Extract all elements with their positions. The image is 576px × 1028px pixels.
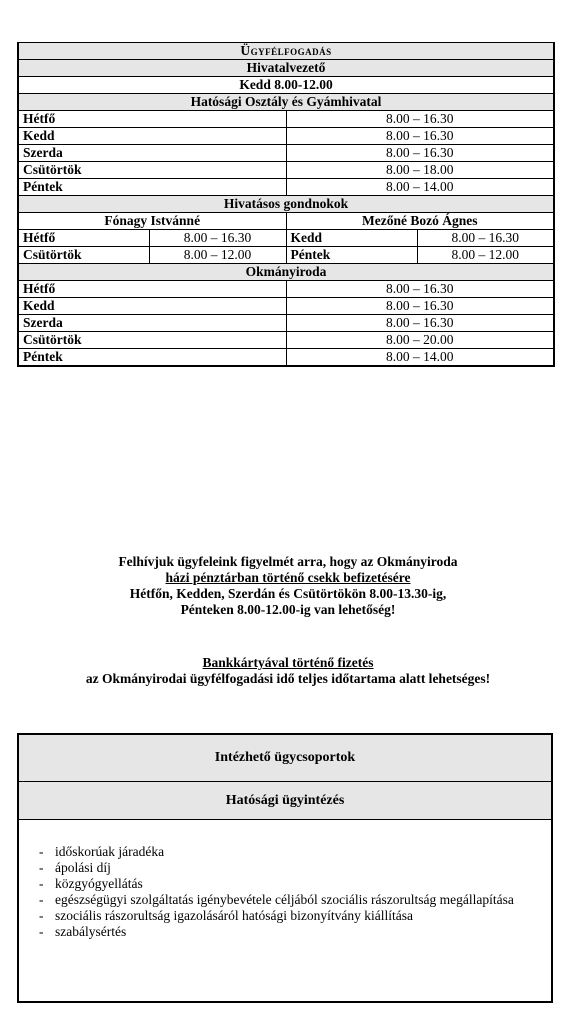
guardians-header <box>18 196 554 213</box>
case-groups-list <box>19 820 551 940</box>
table-row <box>18 247 554 264</box>
day-cell: Péntek <box>18 179 286 196</box>
list-item <box>39 924 537 940</box>
day-cell: Péntek <box>286 247 417 264</box>
notice-line-1: Felhívjuk ügyfeleink figyelmét arra, hogy az Okmányiroda <box>118 554 458 569</box>
day-cell: Csütörtök <box>18 162 286 179</box>
guardian-name-left: Fónagy Istvánné <box>18 213 286 230</box>
list-item-text: szociális rászorultság igazolásáról hatósági bizonyítvány kiállítása <box>55 908 414 923</box>
time-cell: 8.00 – 16.30 <box>286 315 554 332</box>
time-cell: 8.00 – 18.00 <box>286 162 554 179</box>
case-groups-title: Intézhető ügycsoportok <box>19 735 551 782</box>
time-cell: 8.00 – 16.30 <box>149 230 286 247</box>
notice-line-3: Hétfőn, Kedden, Szerdán és Csütörtökön 8.00-13.30-ig, <box>129 586 447 601</box>
table-row <box>18 128 554 145</box>
day-cell: Hétfő <box>18 111 286 128</box>
time-cell: 8.00 – 16.30 <box>286 298 554 315</box>
table-row <box>18 332 554 349</box>
cashier-notice <box>0 554 576 618</box>
reception-title-row <box>18 43 554 60</box>
notice-line-4: Pénteken 8.00-12.00-ig van lehetőség! <box>180 602 396 617</box>
day-cell: Szerda <box>18 145 286 162</box>
head-of-office-label: Hivatalvezető <box>18 60 554 77</box>
list-item <box>39 844 537 860</box>
head-of-office-hours: Kedd 8.00-12.00 <box>18 77 554 94</box>
day-cell: Kedd <box>18 128 286 145</box>
day-cell: Péntek <box>18 349 286 367</box>
table-row <box>18 179 554 196</box>
dash-bullet: - <box>39 924 44 939</box>
time-cell: 8.00 – 12.00 <box>149 247 286 264</box>
day-cell: Csütörtök <box>18 247 149 264</box>
table-row <box>18 145 554 162</box>
time-cell: 8.00 – 16.30 <box>286 145 554 162</box>
day-cell: Hétfő <box>18 230 149 247</box>
reception-title: Ügyfélfogadás <box>18 43 554 60</box>
list-item-text: szabálysértés <box>55 924 127 939</box>
table-row <box>18 162 554 179</box>
dash-bullet: - <box>39 892 44 907</box>
day-cell: Csütörtök <box>18 332 286 349</box>
day-cell: Kedd <box>18 298 286 315</box>
list-item-text: közgyógyellátás <box>55 876 143 891</box>
list-item <box>39 860 537 876</box>
guardian-names-row <box>18 213 554 230</box>
notice-line-2: házi pénztárban történő csekk befizetésére <box>165 570 411 585</box>
time-cell: 8.00 – 16.30 <box>417 230 554 247</box>
documents-office-label: Okmányiroda <box>18 264 554 281</box>
day-cell: Kedd <box>286 230 417 247</box>
list-item-text: ápolási díj <box>55 860 111 875</box>
reception-schedule-table <box>17 42 555 367</box>
guardian-name-right: Mezőné Bozó Ágnes <box>286 213 554 230</box>
card-payment-text: az Okmányirodai ügyfélfogadási idő teljes időtartama alatt lehetséges! <box>85 671 491 686</box>
table-row <box>18 349 554 367</box>
time-cell: 8.00 – 16.30 <box>286 111 554 128</box>
list-item-text: időskorúak járadéka <box>55 844 165 859</box>
list-item <box>39 876 537 892</box>
table-row <box>18 298 554 315</box>
day-cell: Hétfő <box>18 281 286 298</box>
table-row <box>18 315 554 332</box>
list-item-text: egészségügyi szolgáltatás igénybevétele céljából szociális rászorultság megállapítása <box>55 892 514 907</box>
guardians-label: Hivatásos gondnokok <box>18 196 554 213</box>
dash-bullet: - <box>39 876 44 891</box>
dash-bullet: - <box>39 844 44 859</box>
authority-header <box>18 94 554 111</box>
time-cell: 8.00 – 14.00 <box>286 349 554 367</box>
list-item <box>39 908 537 924</box>
time-cell: 8.00 – 20.00 <box>286 332 554 349</box>
dash-bullet: - <box>39 860 44 875</box>
head-of-office-header <box>18 60 554 77</box>
table-row <box>18 230 554 247</box>
documents-office-header <box>18 264 554 281</box>
card-payment-title: Bankkártyával történő fizetés <box>202 655 374 670</box>
head-of-office-hours-row <box>18 77 554 94</box>
list-item <box>39 892 537 908</box>
time-cell: 8.00 – 16.30 <box>286 281 554 298</box>
time-cell: 8.00 – 14.00 <box>286 179 554 196</box>
time-cell: 8.00 – 12.00 <box>417 247 554 264</box>
authority-label: Hatósági Osztály és Gyámhivatal <box>18 94 554 111</box>
case-groups-subtitle: Hatósági ügyintézés <box>19 782 551 820</box>
case-groups-box <box>17 733 553 1003</box>
table-row <box>18 111 554 128</box>
dash-bullet: - <box>39 908 44 923</box>
card-payment-notice <box>0 655 576 687</box>
table-row <box>18 281 554 298</box>
day-cell: Szerda <box>18 315 286 332</box>
time-cell: 8.00 – 16.30 <box>286 128 554 145</box>
